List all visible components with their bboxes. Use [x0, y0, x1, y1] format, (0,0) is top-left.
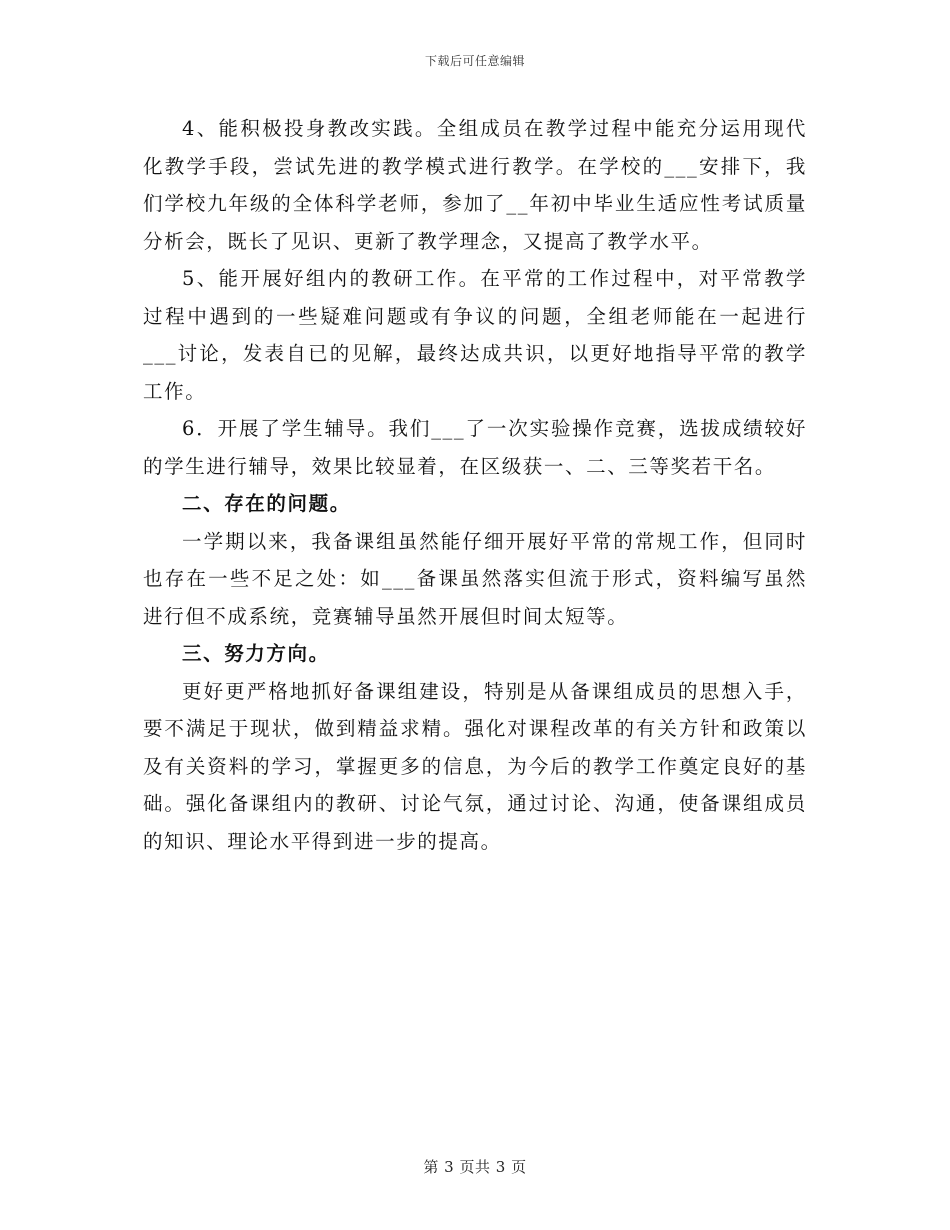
section-heading-direction: 三、努力方向。	[182, 642, 330, 665]
page-footer: 第 3 页共 3 页	[423, 1158, 527, 1176]
paragraph-item-5: 5、能开展好组内的教研工作。在平常的工作过程中，对平常教学过程中遇到的一些疑难问题或有争议的问题，全组老师能在一起进行___讨论，发表自已的见解，最终达成共识，以更好地指导平常的教学工作。	[143, 267, 807, 403]
page-header: 下载后可任意编辑	[424, 54, 525, 68]
section-heading-problems: 二、存在的问题。	[182, 492, 351, 515]
paragraph-item-4: 4、能积极投身教改实践。全组成员在教学过程中能充分运用现代化教学手段，尝试先进的教学模式进行教学。在学校的___安排下，我们学校九年级的全体科学老师，参加了__年初中毕业生适应性考试质量分析会，既长了见识、更新了教学理念，又提高了教学水平。	[143, 117, 807, 253]
paragraph-problems: 一学期以来，我备课组虽然能仔细开展好平常的常规工作，但同时也存在一些不足之处：如___备课虽然落实但流于形式，资料编写虽然进行但不成系统，竞赛辅导虽然开展但时间太短等。	[143, 529, 807, 628]
paragraph-direction: 更好更严格地抓好备课组建设，特别是从备课组成员的思想入手，要不满足于现状，做到精益求精。强化对课程改革的有关方针和政策以及有关资料的学习，掌握更多的信息，为今后的教学工作奠定良好的基础。强化备课组内的教研、讨论气氛，通过讨论、沟通，使备课组成员的知识、理论水平得到进一步的提高。	[143, 679, 807, 853]
document-body	[143, 110, 807, 860]
paragraph-item-6: 6．开展了学生辅导。我们___了一次实验操作竞赛，选拔成绩较好的学生进行辅导，效果比较显着，在区级获一、二、三等奖若干名。	[143, 417, 807, 478]
